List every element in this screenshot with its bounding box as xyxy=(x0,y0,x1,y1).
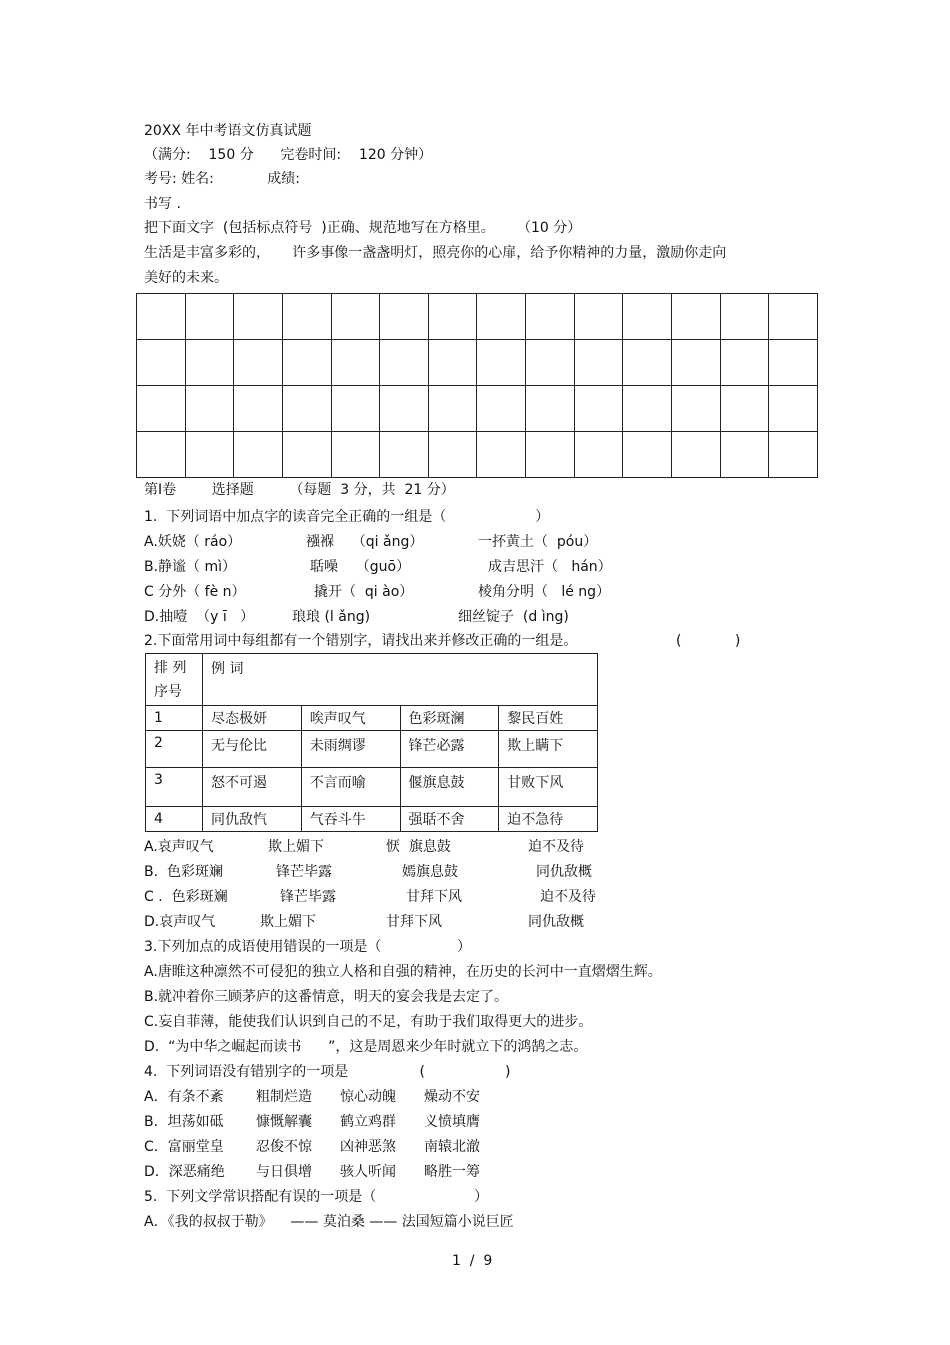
cell: 2 xyxy=(146,731,203,768)
q1-option-a-1: A.妖娆（ ráo） xyxy=(144,534,242,550)
header-words: 例 词 xyxy=(203,654,598,706)
q2-option-d-4: 同仇敌概 xyxy=(528,914,584,930)
q2-option-a-2: 欺上媚下 xyxy=(268,839,324,855)
q4-option-c-1: C．富丽堂皇 xyxy=(144,1139,224,1155)
section-writing: 书写 . xyxy=(144,196,181,212)
q2-option-c-3: 甘拜下风 xyxy=(406,889,462,905)
q5-option-a: A．《我的叔叔于勒》 —— 莫泊桑 —— 法国短篇小说巨匠 xyxy=(144,1214,514,1230)
q4-option-a-4: 燥动不安 xyxy=(424,1089,480,1105)
table-row xyxy=(146,807,598,832)
page-footer: 1 / 9 xyxy=(452,1253,493,1269)
q4-stem: 4. 下列词语没有错别字的一项是 ( ) xyxy=(144,1064,511,1080)
cell: 尽态极妍 xyxy=(203,706,302,731)
q2-option-c-4: 迫不及待 xyxy=(540,889,596,905)
q3-option-b: B.就冲着你三顾茅庐的这番情意，明天的宴会我是去定了。 xyxy=(144,989,509,1005)
q1-option-b-3: 成吉思汗（ hán） xyxy=(488,559,612,575)
cell: 无与伦比 xyxy=(203,731,302,768)
q4-option-d-2: 与日俱增 xyxy=(256,1164,312,1180)
q4-option-b-4: 义愤填膺 xyxy=(424,1114,480,1130)
cell: 同仇敌忾 xyxy=(203,807,302,832)
part1-header: 第Ⅰ卷 选择题 （每题 3 分，共 21 分） xyxy=(144,482,455,498)
cell: 迫不急待 xyxy=(499,807,598,832)
q2-option-a-4: 迫不及待 xyxy=(528,839,584,855)
q4-option-a-1: A．有条不紊 xyxy=(144,1089,224,1105)
q3-option-a: A.唐睢这种凛然不可侵犯的独立人格和自强的精神，在历史的长河中一直熠熠生辉。 xyxy=(144,964,662,980)
q1-option-a-3: 一抔黄土（ póu） xyxy=(478,534,598,550)
cell: 色彩斑澜 xyxy=(400,706,499,731)
instruction: 把下面文字 (包括标点符号 )正确、规范地写在方格里。 （10 分） xyxy=(144,220,582,236)
q3-option-c: C.妄自菲薄，能使我们认识到自己的不足，有助于我们取得更大的进步。 xyxy=(144,1014,593,1030)
q2-option-c-2: 锋芒毕露 xyxy=(280,889,336,905)
score-line: （满分: 150 分 完卷时间: 120 分钟） xyxy=(144,147,433,163)
q4-option-c-4: 南辕北澈 xyxy=(424,1139,480,1155)
cell: 强聒不舍 xyxy=(400,807,499,832)
cell: 1 xyxy=(146,706,203,731)
q4-option-d-4: 略胜一筹 xyxy=(424,1164,480,1180)
table-row xyxy=(146,731,598,768)
q4-option-b-2: 慷慨解囊 xyxy=(256,1114,312,1130)
q2-option-b-4: 同仇敌概 xyxy=(536,864,592,880)
table-row xyxy=(146,768,598,807)
q1-option-c-3: 棱角分明（ lé ng） xyxy=(478,584,611,600)
cell: 3 xyxy=(146,768,203,807)
passage-line-2: 美好的未来。 xyxy=(144,270,228,286)
q2-option-a-3: 恹 旗息鼓 xyxy=(386,839,451,855)
q4-option-b-1: B．坦荡如砥 xyxy=(144,1114,224,1130)
header-seq xyxy=(146,654,203,706)
q4-option-a-3: 惊心动魄 xyxy=(340,1089,396,1105)
q2-option-d-1: D.哀声叹气 xyxy=(144,914,216,930)
cell: 怒不可遏 xyxy=(203,768,302,807)
q2-option-a-1: A.哀声叹气 xyxy=(144,839,214,855)
q2-option-c-1: C . 色彩斑斓 xyxy=(144,889,228,905)
q5-stem: 5. 下列文学常识搭配有误的一项是（ ） xyxy=(144,1189,489,1205)
q4-option-d-3: 骇人听闻 xyxy=(340,1164,396,1180)
q1-option-a-2: 襁褓 （qi ǎng） xyxy=(306,534,424,550)
q4-option-d-1: D．深恶痛绝 xyxy=(144,1164,225,1180)
q1-option-d-2: 琅琅 (l ǎng) xyxy=(292,609,371,625)
cell: 甘败下风 xyxy=(499,768,598,807)
cell: 不言而喻 xyxy=(301,768,400,807)
q2-option-d-3: 甘拜下风 xyxy=(386,914,442,930)
q1-stem: 1. 下列词语中加点字的读音完全正确的一组是（ ） xyxy=(144,509,550,525)
q2-bracket: ( ) xyxy=(676,633,741,649)
q4-option-b-3: 鹤立鸡群 xyxy=(340,1114,396,1130)
q2-stem: 2.下面常用词中每组都有一个错别字，请找出来并修改正确的一组是。 xyxy=(144,633,578,649)
q2-option-b-2: 锋芒毕露 xyxy=(276,864,332,880)
q1-option-c-1: C 分外（ fè n） xyxy=(144,584,246,600)
cell: 偃旗息鼓 xyxy=(400,768,499,807)
cell: 4 xyxy=(146,807,203,832)
q2-option-d-2: 欺上媚下 xyxy=(260,914,316,930)
passage-line-1: 生活是丰富多彩的， 许多事像一盏盏明灯，照亮你的心扉，给予你精神的力量，激励你走向 xyxy=(144,245,727,261)
table-row xyxy=(146,706,598,731)
q1-option-d-3: 细丝锭子 (d ìng) xyxy=(458,609,569,625)
cell: 气吞斗牛 xyxy=(301,807,400,832)
q1-option-b-1: B.静谧（ mì） xyxy=(144,559,237,575)
header-seq-line2: 序号 xyxy=(154,683,182,700)
cell: 唉声叹气 xyxy=(301,706,400,731)
q3-option-d: D. “为中华之崛起而读书 ”，这是周恩来少年时就立下的鸿鹄之志。 xyxy=(144,1039,588,1055)
q2-table xyxy=(145,653,598,832)
writing-grid xyxy=(136,293,818,478)
header-seq-line1: 排 列 xyxy=(154,659,187,676)
page-title: 20XX 年中考语文仿真试题 xyxy=(144,123,312,139)
id-line: 考号: 姓名: 成绩: xyxy=(144,171,301,187)
q1-option-d-1: D.抽噎 （y ī ） xyxy=(144,609,255,625)
q2-option-b-1: B. 色彩斑斓 xyxy=(144,864,223,880)
q4-option-c-3: 凶神恶煞 xyxy=(340,1139,396,1155)
q3-stem: 3.下列加点的成语使用错误的一项是（ ） xyxy=(144,939,472,955)
cell: 未雨绸谬 xyxy=(301,731,400,768)
cell: 黎民百姓 xyxy=(499,706,598,731)
q1-option-b-2: 聒噪 （guō） xyxy=(310,559,411,575)
cell: 锋芒必露 xyxy=(400,731,499,768)
q4-option-a-2: 粗制烂造 xyxy=(256,1089,312,1105)
cell: 欺上瞒下 xyxy=(499,731,598,768)
q2-option-b-3: 嫣旗息鼓 xyxy=(402,864,458,880)
q4-option-c-2: 忍俊不惊 xyxy=(256,1139,312,1155)
q1-option-c-2: 撬开（ qi ào） xyxy=(314,584,414,600)
